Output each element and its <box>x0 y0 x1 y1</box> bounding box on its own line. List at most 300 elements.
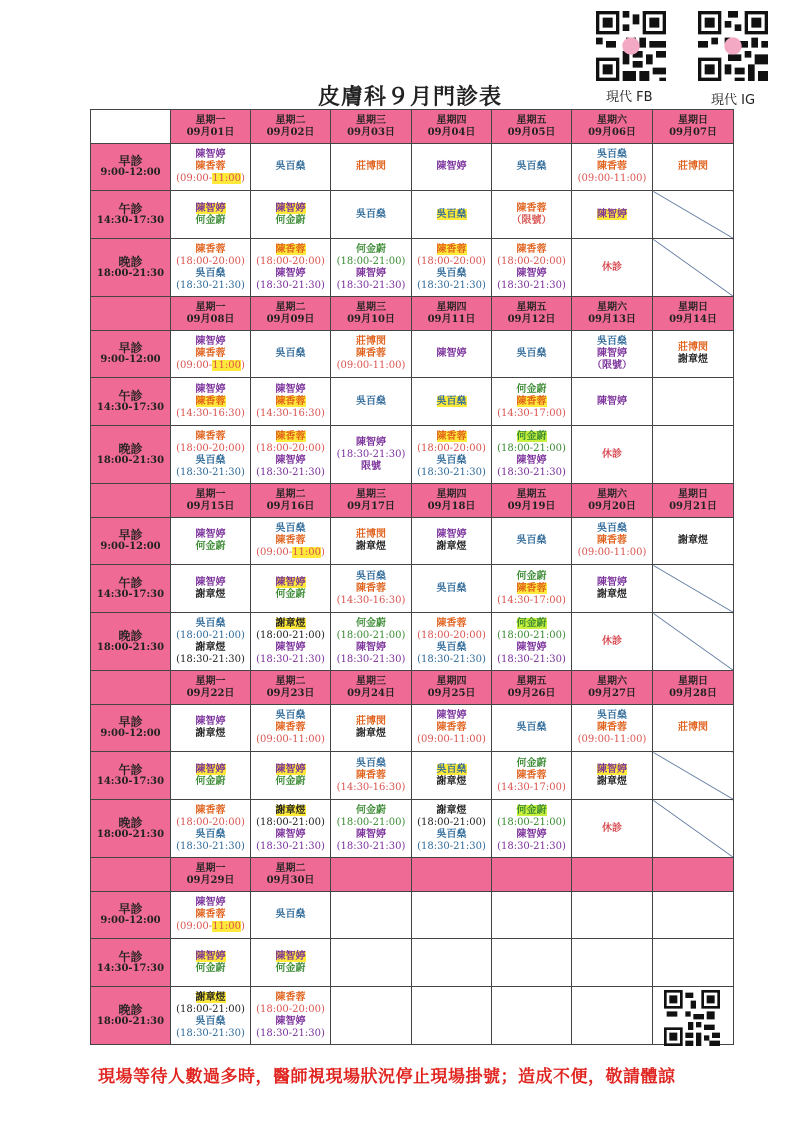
day-header <box>251 671 331 705</box>
weekday-label: 星期三 <box>356 114 386 126</box>
entry-text: (18:30-21:30) <box>336 840 406 852</box>
time-range <box>251 256 330 268</box>
doctor-name <box>171 577 250 589</box>
entry-text: 何金蔚 <box>195 541 226 552</box>
schedule-cell <box>251 613 331 671</box>
doctor-name <box>653 535 733 547</box>
closed-notice: 休診 <box>572 239 653 297</box>
entry-text: (18:00-20:00) <box>176 255 245 267</box>
doctor-name <box>653 722 733 734</box>
schedule-cell <box>251 518 331 565</box>
day-header <box>331 671 412 705</box>
time-range <box>171 1004 250 1016</box>
time-range <box>492 256 571 268</box>
doctor-name <box>492 215 571 227</box>
empty-cell <box>653 939 734 987</box>
corner-cell <box>91 484 171 518</box>
date-label: 09月04日 <box>427 126 476 138</box>
entry-text: 陳香蓉 <box>195 395 226 407</box>
entry-text: 陳智婷 <box>275 202 306 214</box>
highlight-mark: 11:00 <box>292 547 322 558</box>
doctor-name <box>412 805 491 817</box>
doctor-name <box>171 951 250 963</box>
entry-text: 陳香蓉 <box>516 243 547 255</box>
date-label: 09月12日 <box>507 313 556 325</box>
entry-text: (18:30-21:30) <box>176 1027 245 1039</box>
entry-text: (18:30-21:30) <box>256 466 325 478</box>
date-label: 09月23日 <box>266 687 315 699</box>
time-range <box>412 630 491 642</box>
entry-text: 陳智婷 <box>275 641 306 653</box>
entry-text: 吳百燊 <box>516 535 547 546</box>
weekday-label: 星期三 <box>356 301 386 313</box>
entry-text: 吳百燊 <box>436 208 467 220</box>
doctor-name <box>653 161 733 173</box>
closed-cell <box>653 565 734 613</box>
doctor-name <box>412 776 491 788</box>
time-range <box>492 595 571 607</box>
session-row <box>91 987 734 1045</box>
day-header <box>331 858 412 892</box>
day-header <box>572 858 653 892</box>
session-label <box>91 191 171 239</box>
session-time: 18:00-21:30 <box>96 267 165 279</box>
time-range <box>251 654 330 666</box>
schedule-cell <box>331 144 412 191</box>
day-header <box>412 110 492 144</box>
doctor-name <box>331 437 411 449</box>
doctor-name <box>572 336 652 348</box>
entry-text: 莊博閔 <box>678 342 708 353</box>
session-name: 早診 <box>118 528 143 542</box>
doctor-name <box>572 348 652 360</box>
doctor-name <box>331 348 411 360</box>
doctor-name <box>331 268 411 280</box>
weekday-label: 星期五 <box>516 488 547 500</box>
entry-text: 吳百燊 <box>597 149 627 160</box>
time-range <box>331 360 411 372</box>
entry-text: 吳百燊 <box>195 1015 226 1027</box>
entry-text: 陳香蓉 <box>516 582 547 594</box>
entry-text: 陳香蓉 <box>516 769 547 781</box>
date-label: 09月14日 <box>669 313 717 325</box>
doctor-name <box>251 829 330 841</box>
schedule-cell <box>492 239 572 297</box>
entry-text: (18:30-21:30) <box>497 466 566 478</box>
schedule-cell <box>492 518 572 565</box>
doctor-name <box>331 461 411 473</box>
empty-cell <box>412 987 492 1045</box>
schedule-cell <box>331 518 412 565</box>
doctor-name <box>572 577 652 589</box>
doctor-name <box>331 716 411 728</box>
doctor-name <box>331 618 411 630</box>
entry-text: 吳百燊 <box>436 454 467 466</box>
schedule-cell <box>412 752 492 800</box>
doctor-name <box>572 161 652 173</box>
entry-text: (18:30-21:30) <box>417 653 486 665</box>
schedule-cell <box>653 144 734 191</box>
entry-text: 陳香蓉 <box>195 348 226 359</box>
schedule-cell <box>492 144 572 191</box>
doctor-name <box>251 722 330 734</box>
doctor-name <box>331 805 411 817</box>
empty-cell <box>492 939 572 987</box>
schedule-cell <box>331 705 412 752</box>
corner-cell <box>91 110 171 144</box>
entry-text: (18:30-21:30) <box>256 1027 325 1039</box>
entry-text: 陳智婷 <box>436 710 467 721</box>
day-header <box>412 484 492 518</box>
entry-text: 吳百燊 <box>275 523 306 534</box>
empty-cell <box>412 939 492 987</box>
entry-text: 何金蔚 <box>195 214 226 226</box>
time-range <box>412 280 491 292</box>
entry-text: 陳香蓉 <box>356 769 386 781</box>
doctor-name <box>171 203 250 215</box>
doctor-name <box>412 764 491 776</box>
date-label: 09月05日 <box>507 126 556 138</box>
session-time: 14:30-17:30 <box>96 588 165 600</box>
doctor-name <box>171 642 250 654</box>
entry-text: 陳智婷 <box>275 828 306 840</box>
entry-text: (18:00-20:00) <box>176 442 245 454</box>
entry-text: (09:00-11:00) <box>336 360 406 371</box>
doctor-name <box>251 776 330 788</box>
entry-text: 何金蔚 <box>195 775 226 787</box>
entry-text: 陳香蓉 <box>516 202 547 214</box>
doctor-name <box>171 384 250 396</box>
doctor-name <box>412 209 491 221</box>
doctor-name <box>251 268 330 280</box>
qr-code-bottom[interactable] <box>664 990 720 1046</box>
week-header-row <box>91 297 734 331</box>
entry-text: 吳百燊 <box>195 828 226 840</box>
entry-text: 謝章煜 <box>597 775 627 787</box>
entry-text: 莊博閔 <box>356 336 386 347</box>
entry-text: 何金蔚 <box>195 962 226 974</box>
schedule-cell <box>412 426 492 484</box>
entry-text: 陳智婷 <box>275 454 306 466</box>
day-header <box>572 484 653 518</box>
entry-text: (09:00-11:00) <box>417 734 486 745</box>
schedule-cell <box>572 705 653 752</box>
doctor-name <box>331 642 411 654</box>
time-range <box>331 449 411 461</box>
empty-cell <box>331 987 412 1045</box>
time-range <box>492 782 571 794</box>
day-header <box>572 110 653 144</box>
entry-text: (18:00-21:00) <box>497 629 566 641</box>
schedule-cell <box>412 144 492 191</box>
doctor-name <box>171 618 250 630</box>
weekday-label: 星期四 <box>436 114 467 126</box>
session-label <box>91 565 171 613</box>
schedule-cell <box>412 613 492 671</box>
time-range <box>171 443 250 455</box>
time-range <box>171 256 250 268</box>
date-label: 09月26日 <box>507 687 556 699</box>
entry-text: 何金蔚 <box>516 757 547 769</box>
entry-text: 陳香蓉 <box>275 535 306 546</box>
schedule-cell <box>412 800 492 858</box>
date-label: 09月01日 <box>186 126 235 138</box>
entry-text: 陳智婷 <box>516 454 547 466</box>
schedule-cell <box>492 331 572 378</box>
session-name: 晚診 <box>118 628 143 643</box>
entry-text: (09:00-11:00) <box>176 173 245 184</box>
entry-text: 陳智婷 <box>597 208 627 220</box>
week-header-row <box>91 671 734 705</box>
weekday-label: 星期日 <box>678 488 708 500</box>
doctor-name <box>412 529 491 541</box>
date-label: 09月03日 <box>347 126 395 138</box>
entry-text: 吳百燊 <box>516 161 547 172</box>
entry-text: 何金蔚 <box>356 243 386 255</box>
day-header <box>171 297 251 331</box>
doctor-name <box>492 161 571 173</box>
time-range <box>412 734 491 746</box>
time-range <box>171 467 250 479</box>
entry-text: 限號 <box>361 460 381 472</box>
doctor-name <box>251 455 330 467</box>
session-row <box>91 939 734 987</box>
doctor-name <box>171 455 250 467</box>
session-label <box>91 987 171 1045</box>
entry-text: 何金蔚 <box>516 383 547 395</box>
schedule-cell <box>331 752 412 800</box>
schedule-cell <box>492 752 572 800</box>
weekday-label: 星期二 <box>275 675 306 687</box>
weekday-label: 星期六 <box>597 114 627 126</box>
entry-text: (18:00-20:00) <box>256 1003 325 1015</box>
time-range <box>331 782 411 794</box>
entry-text: 謝章煜 <box>436 804 467 816</box>
session-time: 9:00-12:00 <box>100 354 161 365</box>
time-range <box>492 817 571 829</box>
doctor-name <box>412 541 491 553</box>
date-label: 09月20日 <box>588 500 636 512</box>
time-range <box>572 734 652 746</box>
doctor-name <box>653 354 733 366</box>
session-name: 午診 <box>118 762 143 777</box>
week-header-row <box>91 858 734 892</box>
schedule-cell <box>171 892 251 939</box>
schedule-cell <box>331 565 412 613</box>
time-range <box>331 630 411 642</box>
schedule-cell <box>171 565 251 613</box>
session-label <box>91 426 171 484</box>
entry-text: 陳智婷 <box>195 897 226 908</box>
date-label: 09月28日 <box>669 687 717 699</box>
entry-text: 陳智婷 <box>597 395 627 407</box>
day-header <box>171 110 251 144</box>
entry-text: 陳香蓉 <box>195 909 226 920</box>
entry-text: 謝章煜 <box>275 804 306 816</box>
doctor-name <box>331 244 411 256</box>
entry-text: 陳智婷 <box>195 383 226 395</box>
schedule-cell <box>492 426 572 484</box>
day-header <box>492 671 572 705</box>
session-name: 早診 <box>118 154 143 168</box>
entry-text: 陳智婷 <box>275 383 306 395</box>
entry-text: (18:00-20:00) <box>417 442 486 454</box>
session-row <box>91 239 734 297</box>
doctor-name <box>412 244 491 256</box>
doctor-name <box>171 897 250 909</box>
doctor-name <box>492 758 571 770</box>
entry-text: 陳智婷 <box>275 763 306 775</box>
date-label: 09月21日 <box>669 500 717 512</box>
doctor-name <box>331 209 411 221</box>
day-header <box>331 484 412 518</box>
entry-text: 吳百燊 <box>275 161 306 172</box>
doctor-name <box>251 992 330 1004</box>
doctor-name <box>331 529 411 541</box>
session-time: 14:30-17:30 <box>96 775 165 787</box>
doctor-name <box>492 348 571 360</box>
closed-cell <box>653 239 734 297</box>
week-header-row <box>91 110 734 144</box>
entry-text: 何金蔚 <box>275 588 306 600</box>
date-label: 09月15日 <box>186 500 235 512</box>
time-range <box>171 1028 250 1040</box>
doctor-name <box>251 805 330 817</box>
date-label: 09月22日 <box>186 687 235 699</box>
doctor-name <box>492 722 571 734</box>
entry-text: (09:00-11:00) <box>176 360 245 371</box>
day-header <box>653 671 734 705</box>
time-range <box>171 280 250 292</box>
doctor-name <box>171 963 250 975</box>
schedule-cell <box>251 705 331 752</box>
doctor-name <box>572 589 652 601</box>
qr-code-ig[interactable] <box>698 11 768 81</box>
time-range <box>572 173 652 185</box>
doctor-name <box>572 396 652 408</box>
highlight-mark: 11:00 <box>212 173 242 184</box>
schedule-cell <box>331 191 412 239</box>
doctor-name <box>492 583 571 595</box>
session-time: 9:00-12:00 <box>100 541 161 552</box>
entry-text: 吳百燊 <box>356 395 386 407</box>
session-time: 14:30-17:30 <box>96 214 165 226</box>
doctor-name <box>171 161 250 173</box>
schedule-cell <box>492 705 572 752</box>
date-label: 09月30日 <box>266 874 315 886</box>
session-label <box>91 518 171 565</box>
entry-text: 陳智婷 <box>195 763 226 775</box>
doctor-name <box>171 396 250 408</box>
entry-text: 陳香蓉 <box>436 243 467 255</box>
schedule-cell <box>171 331 251 378</box>
schedule-cell <box>251 239 331 297</box>
doctor-name <box>251 348 330 360</box>
doctor-name <box>171 728 250 740</box>
entry-text: (18:30-21:30) <box>336 279 406 291</box>
doctor-name <box>251 710 330 722</box>
closed-cell <box>653 800 734 858</box>
weekday-label: 星期一 <box>195 862 226 874</box>
schedule-cell <box>492 191 572 239</box>
session-label <box>91 939 171 987</box>
schedule-cell <box>251 378 331 426</box>
entry-text: (14:30-17:00) <box>497 407 566 419</box>
session-name: 午診 <box>118 575 143 590</box>
entry-text: 陳智婷 <box>516 828 547 840</box>
doctor-name <box>412 829 491 841</box>
qr-code-fb[interactable] <box>596 11 666 81</box>
date-label: 09月16日 <box>266 500 315 512</box>
time-range <box>171 630 250 642</box>
entry-text: 莊博閔 <box>356 161 386 172</box>
time-range <box>492 443 571 455</box>
time-range <box>492 408 571 420</box>
entry-text: 吳百燊 <box>356 570 386 582</box>
doctor-name <box>251 909 330 921</box>
time-range <box>251 630 330 642</box>
entry-text: 陳智婷 <box>356 436 386 448</box>
time-range <box>171 654 250 666</box>
session-name: 晚診 <box>118 441 143 456</box>
entry-text: 陳智婷 <box>195 149 226 160</box>
schedule-cell <box>251 752 331 800</box>
entry-text: 陳智婷 <box>436 161 467 172</box>
schedule-cell <box>251 939 331 987</box>
doctor-name <box>331 758 411 770</box>
entry-text: 陳香蓉 <box>195 161 226 172</box>
session-label <box>91 752 171 800</box>
doctor-name <box>171 336 250 348</box>
entry-text: 陳智婷 <box>195 576 226 588</box>
weekday-label: 星期四 <box>436 301 467 313</box>
entry-text: 莊博閔 <box>356 716 386 727</box>
schedule-cell <box>492 800 572 858</box>
schedule-cell <box>331 239 412 297</box>
entry-text: 陳香蓉 <box>275 395 306 407</box>
session-label <box>91 613 171 671</box>
session-label <box>91 239 171 297</box>
doctor-name <box>171 149 250 161</box>
day-header <box>412 297 492 331</box>
entry-text: 陳智婷 <box>356 641 386 653</box>
entry-text: 吳百燊 <box>436 582 467 594</box>
day-header <box>171 858 251 892</box>
doctor-name <box>492 431 571 443</box>
doctor-name <box>251 384 330 396</box>
time-range <box>251 443 330 455</box>
session-name: 午診 <box>118 949 143 964</box>
entry-text: (09:00-11:00) <box>256 547 325 558</box>
entry-text: (18:00-20:00) <box>417 629 486 641</box>
time-range <box>492 467 571 479</box>
time-range <box>171 841 250 853</box>
date-label: 09月17日 <box>347 500 395 512</box>
time-range <box>412 817 491 829</box>
entry-text: 吳百燊 <box>195 267 226 279</box>
time-range <box>331 595 411 607</box>
weekday-label: 星期六 <box>597 488 627 500</box>
session-row <box>91 800 734 858</box>
entry-text: (18:30-21:30) <box>176 466 245 478</box>
entry-text: (18:00-21:00) <box>336 629 406 641</box>
time-range <box>251 467 330 479</box>
schedule-cell <box>412 705 492 752</box>
entry-text: 莊博閔 <box>356 529 386 540</box>
doctor-name <box>572 776 652 788</box>
session-name: 晚診 <box>118 254 143 269</box>
entry-text: (18:00-21:00) <box>176 629 245 641</box>
